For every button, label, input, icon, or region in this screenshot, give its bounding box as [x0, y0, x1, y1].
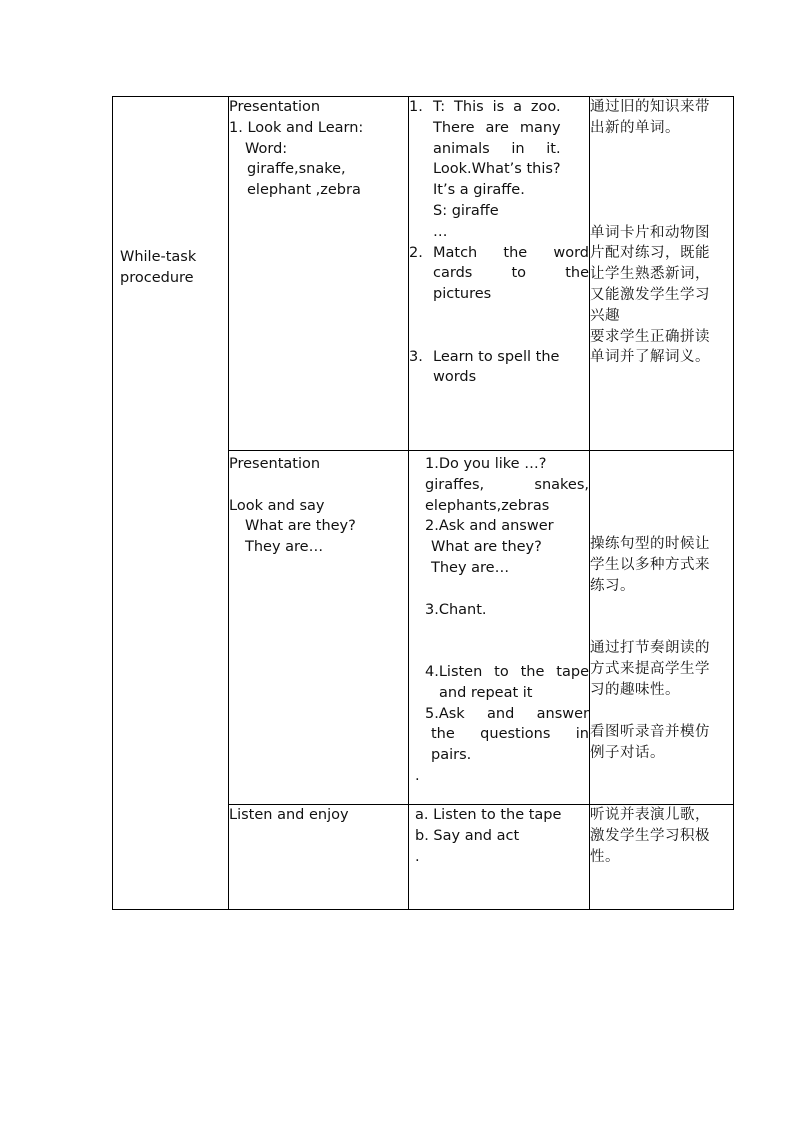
purpose-cell: 通过旧的知识来带 出新的单词。 单词卡片和动物图 片配对练习，既能 让学生熟悉新词， 又能激发学生学习 兴趣 要求学生正确拼读 单词并了解词义。	[590, 97, 734, 451]
activity-step: 1. Look and Learn:	[229, 119, 364, 136]
lesson-plan-table	[112, 96, 734, 910]
procedure-cell: 1.Do you like …? giraffes, snakes, elephants,zebras 2.Ask and answer What are they? They are… 3.Chant. 4.Listen to the tape and repeat it 5.Ask and answer the questions in pairs. .	[409, 451, 590, 805]
purpose-cell: 操练句型的时候让 学生以多种方式来 练习。 通过打节奏朗读的 方式来提高学生学 习的趣味性。 看图听录音并模仿 例子对话。	[590, 451, 734, 805]
stage-label-line: While-task	[120, 249, 197, 266]
table-row	[113, 97, 734, 451]
list-item: 1. T: This is a zoo. There are many animals in it. Look.What’s this? It’s a giraffe. S: giraffe …	[409, 99, 561, 240]
activity-cell: Presentation Look and say What are they? They are…	[229, 451, 409, 805]
stage-cell	[113, 97, 229, 910]
activity-title: Presentation	[229, 456, 321, 472]
activity-title: Presentation	[229, 99, 321, 115]
activity-cell	[229, 805, 409, 910]
list-item: 3. Learn to spell the words	[409, 348, 560, 386]
activity-title: Listen and enjoy	[229, 807, 349, 823]
activity-sub: Look and say	[229, 497, 325, 514]
word-label: Word:	[245, 140, 288, 157]
stage-label-line: procedure	[120, 270, 194, 286]
procedure-cell: a. Listen to the tape b. Say and act .	[409, 805, 590, 910]
procedure-cell	[409, 97, 590, 451]
purpose-cell: 听说并表演儿歌， 激发学生学习积极 性。	[590, 805, 734, 910]
list-item: 2. Match the word cards to the pictures	[409, 244, 589, 303]
word-list: giraffe,snake,	[247, 161, 346, 178]
activity-cell	[229, 97, 409, 451]
word-list: elephant ,zebra	[247, 182, 361, 199]
